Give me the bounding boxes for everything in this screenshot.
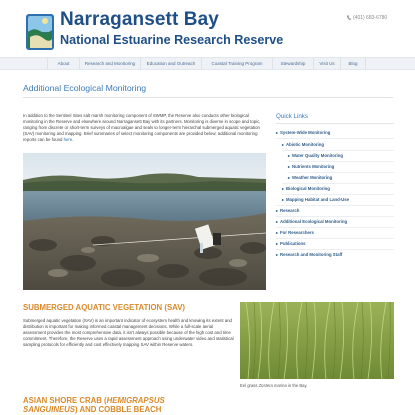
sav-heading: SUBMERGED AQUATIC VEGETATION (SAV) (23, 303, 186, 312)
sidebar-item-label: Abiotic Monitoring (286, 142, 324, 147)
caption-post: in the Bay. (286, 383, 308, 388)
nav-coastal-training-program[interactable]: Coastal Training Program (201, 58, 272, 70)
caret-right-icon: ▸ (282, 142, 285, 147)
sidebar-item-label: Mapping Habitat and Land-Use (286, 197, 350, 202)
caption-pre: Eel grass (240, 383, 259, 388)
crab-genus: HEMIGRAPSUS (106, 396, 165, 405)
sidebar-divider (276, 138, 394, 139)
phone-number[interactable] (347, 15, 387, 21)
sidebar-item-label: Research (280, 208, 300, 213)
sidebar-item-label: Weather Monitoring (292, 175, 333, 180)
caret-right-icon: ▸ (288, 164, 291, 169)
intro-paragraph (23, 113, 266, 143)
caret-right-icon: ▸ (276, 208, 279, 213)
phone-icon (347, 15, 351, 20)
caret-right-icon: ▸ (276, 130, 279, 135)
site-header (0, 0, 415, 56)
reserve-logo[interactable] (25, 13, 55, 51)
sav-paragraph: Submerged aquatic vegetation (SAV) is an important indicator of ecosystem health and knowing its extent and distribution is important for making informed coastal management decisions. While a full-scale aerial assessment provides the most comprehensive data, it isn't always possible because of the high cost and time commitment. Therefore, the Reserve uses a rapid assessment approach using underwater video and statistical sampling protocols for efficiently and cost effectively mapping SAV within Reserve waters. (23, 318, 234, 348)
title-divider (23, 97, 393, 98)
sidebar-divider (276, 238, 394, 239)
sidebar-item-label: Water Quality Monitoring (292, 153, 343, 158)
sidebar-item-label: Research and Monitoring Staff (280, 252, 343, 257)
nav-research-and-monitoring[interactable]: Research and Monitoring (79, 58, 140, 70)
caption-species: Zostera marina (258, 383, 287, 388)
caret-right-icon: ▸ (282, 197, 285, 202)
reports-link[interactable]: here (63, 137, 73, 143)
nav-blog[interactable]: Blog (340, 58, 366, 70)
quick-links-title: Quick Links (276, 113, 308, 120)
quick-links-divider (276, 123, 394, 124)
eelgrass-photo (240, 302, 394, 379)
intro-text: In addition to the Sentinel Sites salt marsh monitoring component of SWMP, the Reserve also conducts other biological monitoring in the Reserve and elsewhere around Narragansett Bay with its partners. Monitoring is diverse in scope and topic, ranging from discrete or short-term surveys of macroalgae and seals to longer-term hierarchal submerged aquatic vegetation (SAV) monitoring and mapping. Brief summaries of select monitoring components are provided below; additional monitoring reports can be found (23, 113, 261, 143)
sidebar-divider (276, 227, 394, 228)
sidebar-item-label: For Researchers (280, 230, 314, 235)
caret-right-icon: ▸ (288, 153, 291, 158)
nav-about[interactable]: About (47, 58, 79, 70)
sidebar-item-label: System-Wide Monitoring (280, 130, 331, 135)
sidebar-item-research-staff[interactable] (276, 252, 342, 262)
page-title: Additional Ecological Monitoring (23, 83, 147, 93)
sidebar-item-label: Publications (280, 241, 306, 246)
sidebar-item-label: Additional Ecological Monitoring (280, 219, 348, 224)
main-navigation (0, 57, 415, 70)
caret-right-icon: ▸ (276, 252, 279, 257)
site-title-line1[interactable]: Narragansett Bay (60, 9, 219, 30)
eelgrass-caption (240, 383, 307, 388)
sidebar-divider (282, 194, 394, 195)
crab-heading-post: ) AND COBBLE BEACH (75, 405, 162, 414)
crab-species: SANGUINEUS (23, 405, 75, 414)
sidebar-divider (276, 249, 394, 250)
crab-heading-line2 (23, 406, 161, 415)
caret-right-icon: ▸ (276, 230, 279, 235)
intro-end: . (72, 137, 74, 143)
caret-right-icon: ▸ (288, 175, 291, 180)
sidebar-divider (282, 150, 394, 151)
crab-heading-pre: ASIAN SHORE CRAB ( (23, 396, 107, 405)
caret-right-icon: ▸ (276, 241, 279, 246)
nav-stewardship[interactable]: Stewardship (272, 58, 313, 70)
sidebar-item-label: Nutrients Monitoring (292, 164, 335, 169)
sidebar-divider (276, 216, 394, 217)
nav-education-and-outreach[interactable]: Education and Outreach (140, 58, 201, 70)
sidebar-item-label: Biological Monitoring (286, 186, 330, 191)
phone-text: (401) 683-6780 (353, 15, 388, 21)
shoreline-monitoring-photo (23, 153, 266, 290)
caret-right-icon: ▸ (276, 219, 279, 224)
nav-visit-us[interactable]: Visit Us (313, 58, 340, 70)
sidebar-divider (288, 172, 394, 173)
sidebar-divider (288, 161, 394, 162)
site-title-line2[interactable]: National Estuarine Research Reserve (60, 33, 284, 47)
sidebar-divider (282, 183, 394, 184)
caret-right-icon: ▸ (282, 186, 285, 191)
sidebar-divider (276, 205, 394, 206)
